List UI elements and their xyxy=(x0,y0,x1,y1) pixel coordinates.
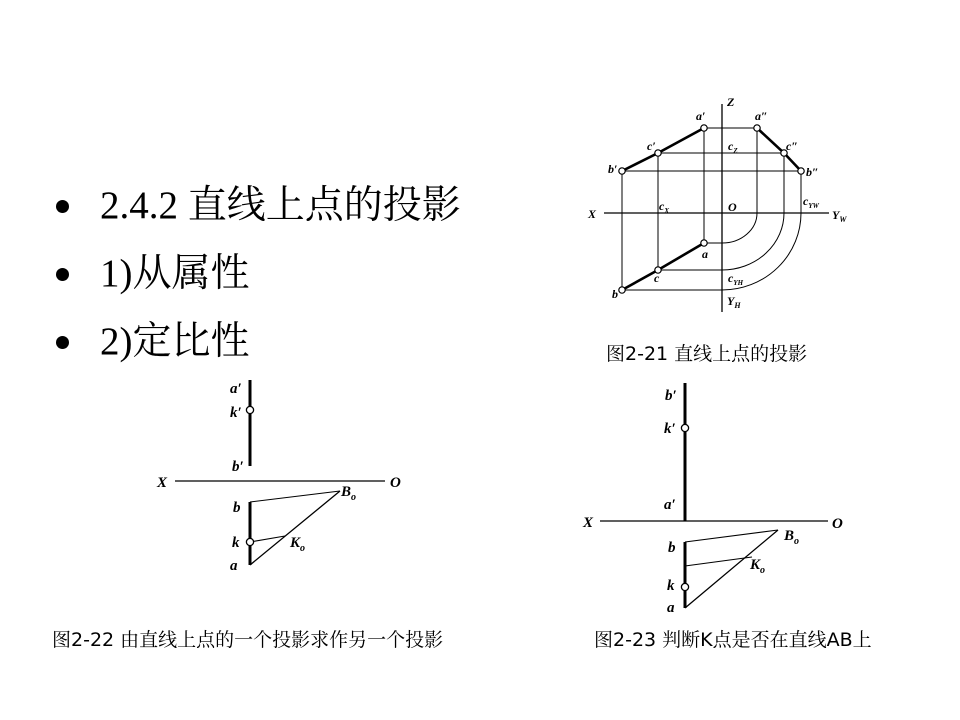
transfer-arc xyxy=(722,213,757,243)
label-k-prime: k′ xyxy=(230,405,242,421)
point-marker xyxy=(798,168,804,174)
label-b-zero: $B_o$ xyxy=(341,484,357,503)
line-ab-front-view xyxy=(622,128,704,171)
label-origin: O xyxy=(832,516,843,532)
label-c-prime: c′ xyxy=(647,139,656,153)
label-b: b xyxy=(612,287,618,301)
label-b-double-prime: b″ xyxy=(806,165,819,179)
label-x-axis: X xyxy=(583,515,594,531)
figure-2-23 xyxy=(600,383,828,608)
construction-line xyxy=(250,491,340,502)
label-b-prime: b′ xyxy=(608,162,618,176)
label-yh-axis: $Y_H$ xyxy=(727,294,741,310)
figure-2-23-labels xyxy=(582,388,843,616)
label-origin: O xyxy=(390,475,401,491)
label-a-prime: a′ xyxy=(230,381,242,397)
figure-2-22-caption: 图2-22 由直线上点的一个投影求作另一个投影 xyxy=(52,629,444,651)
figure-2-22 xyxy=(175,380,385,565)
label-c-double-prime: c″ xyxy=(786,139,798,153)
label-x-axis: X xyxy=(157,475,168,491)
point-marker xyxy=(619,168,625,174)
label-b-zero: $B_o$ xyxy=(784,528,800,547)
figure-2-21-caption: 图2-21 直线上点的投影 xyxy=(606,343,808,365)
label-cyh: $c_{YH}$ xyxy=(728,271,744,287)
label-a: a xyxy=(702,247,708,261)
construction-line xyxy=(250,491,340,565)
label-cyw: $c_{YW}$ xyxy=(803,194,819,210)
figure-2-22-labels xyxy=(156,381,401,574)
figure-2-23-caption: 图2-23 判断K点是否在直线AB上 xyxy=(594,629,872,651)
label-k-zero: $K_o$ xyxy=(290,535,306,554)
label-cz: $c_Z$ xyxy=(728,139,738,155)
point-marker xyxy=(619,287,625,293)
label-z-axis: Z xyxy=(727,95,735,109)
label-cx: $c_X$ xyxy=(659,199,669,215)
label-b-prime: b′ xyxy=(665,388,677,404)
label-k: k xyxy=(232,535,240,551)
label-a-prime: a′ xyxy=(696,109,706,123)
line-ab-top-view xyxy=(622,243,704,290)
point-marker xyxy=(681,583,688,590)
point-marker xyxy=(701,240,707,246)
label-x-axis: X xyxy=(588,207,597,221)
label-k-prime: k′ xyxy=(664,421,676,437)
label-c: c xyxy=(654,271,660,285)
point-marker xyxy=(246,538,253,545)
point-marker xyxy=(655,150,661,156)
point-marker xyxy=(681,424,688,431)
figure-2-21-labels xyxy=(587,95,847,310)
bullet-text: 2)定比性 xyxy=(100,320,250,363)
label-b: b xyxy=(668,540,676,556)
label-k: k xyxy=(667,578,675,594)
label-a-double-prime: a″ xyxy=(755,109,768,123)
label-origin: O xyxy=(728,200,737,214)
bullet-text: 1)从属性 xyxy=(100,252,250,295)
label-a: a xyxy=(667,600,675,616)
construction-line xyxy=(685,530,778,542)
label-a-prime: a′ xyxy=(664,497,676,513)
bullet-text: 2.4.2 直线上点的投影 xyxy=(100,184,461,227)
label-b: b xyxy=(233,500,241,516)
label-b-prime: b′ xyxy=(232,459,244,475)
label-k-zero: $K_o$ xyxy=(750,557,766,576)
construction-line xyxy=(685,557,752,566)
label-yw-axis: $Y_W$ xyxy=(832,208,847,224)
point-marker xyxy=(701,125,707,131)
figure-2-21 xyxy=(604,104,829,312)
label-a: a xyxy=(230,558,238,574)
point-marker xyxy=(754,125,760,131)
point-marker xyxy=(246,406,253,413)
